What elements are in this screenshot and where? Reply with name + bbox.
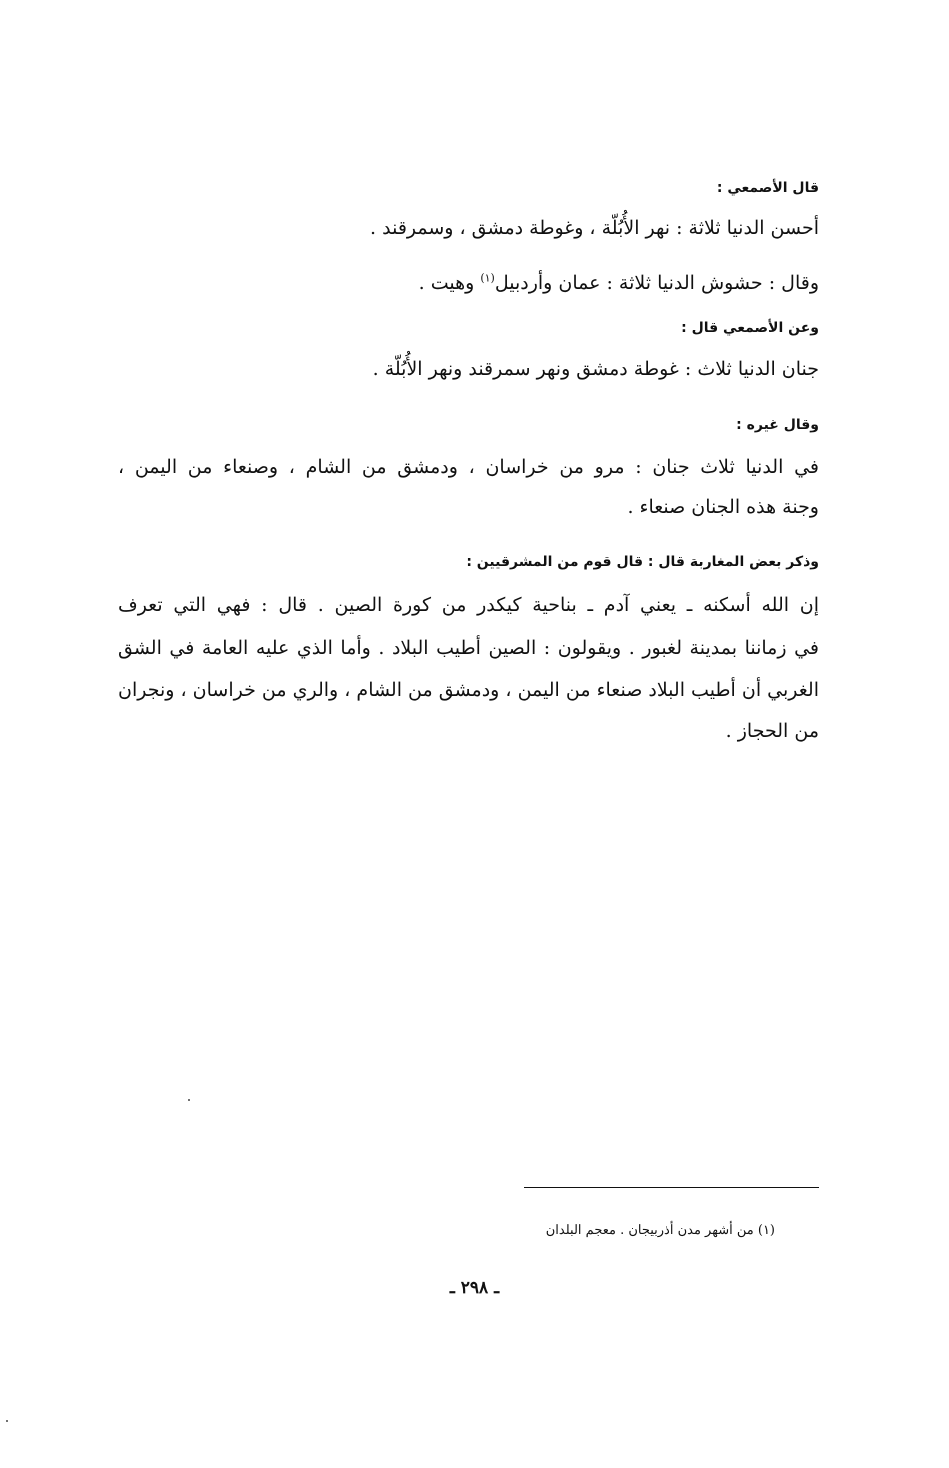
scan-speck (188, 1099, 190, 1101)
text-span: وهيت . (418, 272, 481, 294)
footnote: (١) من أشهر مدن أذربيجان . معجم البلدان (545, 1223, 775, 1238)
section-heading-asmai: قال الأصمعي : (716, 180, 819, 196)
footnote-marker: (١) (480, 271, 495, 285)
section-heading-an-asmai: وعن الأصمعي قال : (681, 320, 819, 336)
text-span: وقال : حشوش الدنيا ثلاثة : عمان وأردبيل (494, 272, 819, 294)
section-heading-magharibah: وذكر بعض المغاربة قال : قال قوم من المشرقيين : (466, 554, 819, 570)
section-heading-ghayruhu: وقال غيره : (736, 417, 819, 433)
page-number: ـ ٢٩٨ ـ (449, 1278, 500, 1298)
text-line: وجنة هذه الجنان صنعاء . (627, 496, 819, 518)
text-line: من الحجاز . (725, 720, 819, 742)
text-line: جنان الدنيا ثلاث : غوطة دمشق ونهر سمرقند ونهر الأُبُلّة . (372, 358, 819, 380)
footnote-rule (524, 1187, 819, 1188)
text-line: في الدنيا ثلاث جنان : مرو من خراسان ، ودمشق من الشام ، وصنعاء من اليمن ، (118, 456, 819, 478)
text-line: أحسن الدنيا ثلاثة : نهر الأُبُلّة ، وغوطة دمشق ، وسمرقند . (370, 217, 819, 239)
text-line (118, 268, 819, 298)
text-line: الغربي أن أطيب البلاد صنعاء من اليمن ، ودمشق من الشام ، والري من خراسان ، ونجران (118, 679, 819, 701)
text-line: في زماننا بمدينة لغبور . ويقولون : الصين أطيب البلاد . وأما الذي عليه العامة في الشق (118, 637, 819, 659)
scan-speck (6, 1420, 8, 1422)
text-line: إن الله أسكنه ـ يعني آدم ـ بناحية كيكدر من كورة الصين . قال : فهي التي تعرف (118, 594, 819, 616)
